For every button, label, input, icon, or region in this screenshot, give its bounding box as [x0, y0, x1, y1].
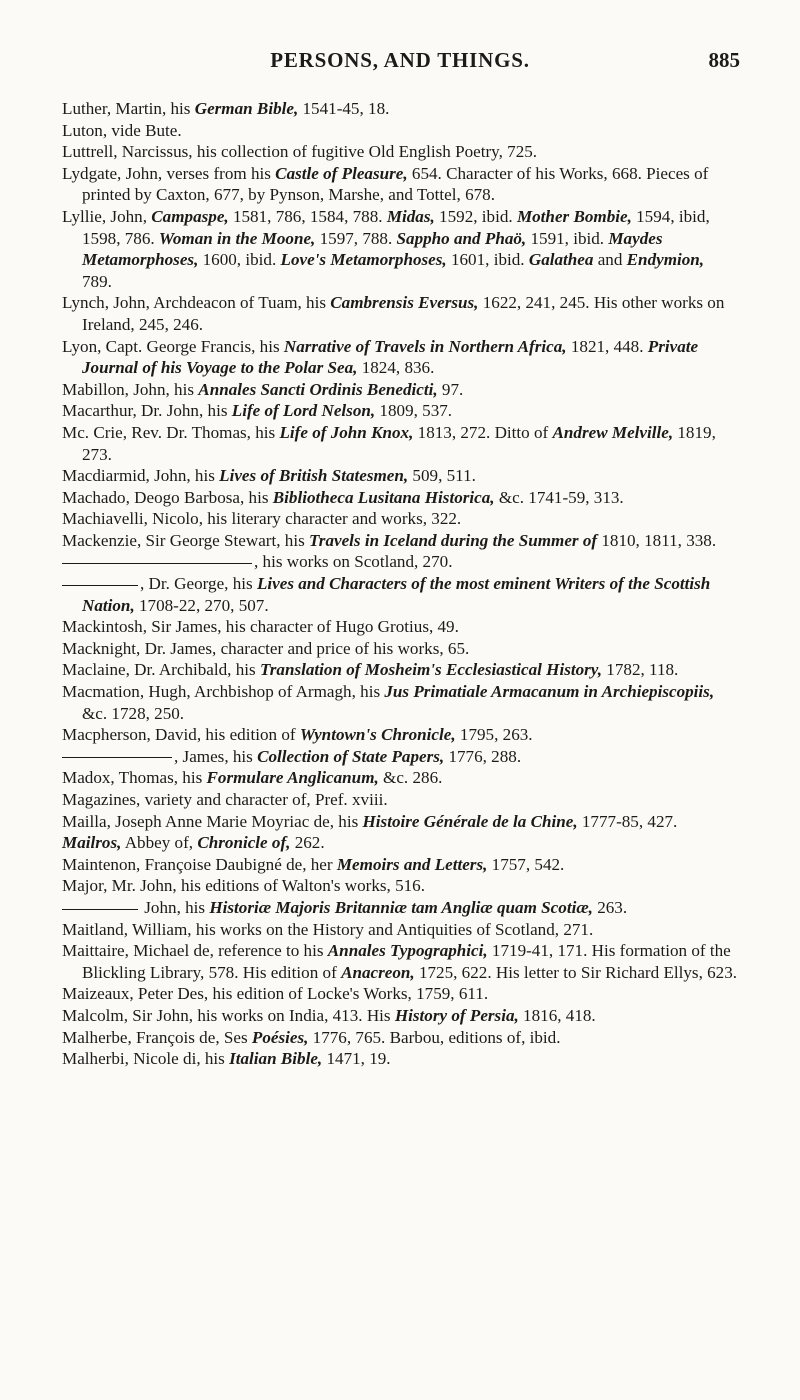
index-entry [62, 875, 738, 897]
entry-title-text: Love's Metamorphoses, [280, 250, 447, 270]
entry-text: 1725, 622. His letter to Sir Richard Ellys, 623. [414, 962, 738, 982]
entry-text: 1810, 1811, 338. [597, 530, 717, 550]
entry-title-text: Formulare Anglicanum, [206, 768, 379, 788]
entry-text: 1592, ibid. [434, 206, 517, 226]
entry-text: Luttrell, Narcissus, his collection of fugitive Old English Poetry, 725. [62, 142, 538, 162]
entry-text: Maittaire, Michael de, reference to his [62, 941, 328, 961]
page-header [60, 44, 740, 80]
index-entry [62, 854, 738, 876]
entry-text: Malherbe, François de, Ses [62, 1027, 252, 1047]
entry-text: Maintenon, Françoise Daubigné de, her [62, 854, 337, 874]
entry-text: , Dr. George, his [140, 574, 257, 594]
entry-text: John, his [140, 897, 210, 917]
entry-title-text: Travels in Iceland during the Summer of [309, 530, 598, 550]
page-number: 885 [708, 48, 740, 72]
index-entry [62, 487, 738, 509]
entry-text: 1777-85, 427. [577, 811, 678, 831]
index-entry [62, 897, 738, 919]
ditto-dash [62, 909, 138, 910]
entry-title-text: Woman in the Moone, [158, 228, 316, 248]
entry-title-text: Historiæ Majoris Britanniæ tam Angliæ quam Scotiæ, [209, 897, 593, 917]
entry-text: Mc. Crie, Rev. Dr. Thomas, his [62, 422, 280, 442]
entry-title-text: Andrew Melville, [552, 422, 674, 442]
entry-text: , James, his [174, 746, 258, 766]
entry-text: Maitland, William, his works on the History and Antiquities of Scotland, 271. [62, 919, 594, 939]
entry-text: Maizeaux, Peter Des, his edition of Locke's Works, 1759, 611. [62, 984, 489, 1004]
index-entry [62, 98, 738, 120]
index-entry [62, 508, 738, 530]
entry-title-text: Maydes Metamorphoses, [82, 228, 663, 270]
entry-title-text: Collection of State Papers, [257, 746, 445, 766]
entry-text: 1594, ibid, 1598, 786. [82, 206, 710, 248]
entry-text: 1597, 788. [315, 228, 397, 248]
entry-text: 789. [82, 271, 112, 291]
entry-text: &c. 1741-59, 313. [494, 487, 624, 507]
entry-text: 1708-22, 270, 507. [134, 595, 269, 615]
index-entry [62, 141, 738, 163]
index-entry [62, 919, 738, 941]
entry-text: Magazines, variety and character of, Pref. xviii. [62, 790, 388, 809]
entry-text: 1824, 836. [357, 358, 435, 378]
index-entry [62, 120, 738, 142]
ditto-dash [62, 563, 252, 564]
ditto-dash [62, 757, 172, 758]
entry-text: Mackenzie, Sir George Stewart, his [62, 530, 309, 550]
entry-text: Lydgate, John, verses from his [62, 163, 276, 183]
entry-text: Machiavelli, Nicolo, his literary character and works, 322. [62, 509, 462, 529]
index-entry [62, 400, 738, 422]
index-entry [62, 832, 738, 854]
entry-text: 1471, 19. [322, 1049, 391, 1069]
entry-title-text: Bibliotheca Lusitana Historica, [272, 487, 495, 507]
entry-title-text: Translation of Mosheim's Ecclesiastical History, [259, 660, 603, 680]
index-entry [62, 465, 738, 487]
entry-text: 1600, ibid. [198, 250, 281, 270]
index-entry [62, 206, 738, 292]
entry-title-text: German Bible, [194, 99, 299, 118]
index-entry [62, 724, 738, 746]
entry-title-text: Endymion, [626, 250, 705, 270]
entry-text: &c. 1728, 250. [82, 703, 185, 723]
entry-title-text: Sappho and Phaö, [396, 228, 527, 248]
index-entry [62, 983, 738, 1005]
entry-text: Luton, vide Bute. [62, 120, 182, 140]
entry-text: Macdiarmid, John, his [62, 466, 220, 486]
entry-title-text: Chronicle of, [197, 833, 291, 853]
entry-title-text: Mother Bombie, [516, 206, 632, 226]
entry-text: Macknight, Dr. James, character and price of his works, 65. [62, 638, 470, 658]
entry-title-text: Annales Sancti Ordinis Benedicti, [198, 379, 438, 399]
entry-text: 1809, 537. [375, 401, 453, 421]
entry-title-text: Midas, [386, 206, 435, 226]
entry-text: Mailla, Joseph Anne Marie Moyriac de, his [62, 811, 363, 831]
entry-text: 1776, 765. Barbou, editions of, ibid. [308, 1027, 561, 1047]
entry-text: 263. [592, 897, 628, 917]
index-entry [62, 681, 738, 724]
entry-text: 1757, 542. [487, 854, 565, 874]
entry-text: &c. 286. [378, 768, 443, 788]
index-entry [62, 767, 738, 789]
entry-text: 1776, 288. [444, 746, 522, 766]
entry-text: Macarthur, Dr. John, his [62, 401, 232, 421]
entry-text: Lyon, Capt. George Francis, his [62, 336, 284, 356]
entry-title-text: Campaspe, [151, 206, 229, 226]
entry-text: Mabillon, John, his [62, 379, 199, 399]
entry-title-text: Wyntown's Chronicle, [299, 725, 456, 745]
entry-text: Macmation, Hugh, Archbishop of Armagh, his [62, 682, 385, 702]
index-entry [62, 1027, 738, 1049]
index-entry [62, 789, 738, 811]
entry-title-text: Life of John Knox, [279, 422, 414, 442]
entry-text: Maclaine, Dr. Archibald, his [62, 660, 260, 680]
entry-title-text: Castle of Pleasure, [275, 163, 408, 183]
index-entry [62, 616, 738, 638]
entry-text: Major, Mr. John, his editions of Walton's works, 516. [62, 876, 425, 896]
entry-text: Abbey of, [121, 833, 198, 853]
entry-title-text: Lives and Characters of the most eminent Writers of the Scottish Nation, [82, 574, 711, 615]
index-entries [62, 98, 738, 1070]
entry-title-text: History of Persia, [394, 1005, 519, 1025]
entry-text: 1813, 272. Ditto of [413, 422, 553, 442]
entry-text: 1795, 263. [455, 725, 533, 745]
entry-text: 1816, 418. [518, 1005, 596, 1025]
entry-title-text: Anacreon, [341, 962, 415, 982]
entry-text: 1591, ibid. [526, 228, 609, 248]
entry-text: Malcolm, Sir John, his works on India, 413. His [62, 1005, 395, 1025]
index-entry [62, 940, 738, 983]
entry-title-text: Life of Lord Nelson, [231, 401, 376, 421]
ditto-dash [62, 585, 138, 586]
running-head: PERSONS, AND THINGS. [270, 48, 530, 72]
entry-text: 1819, 273. [82, 422, 716, 464]
entry-text: 262. [290, 833, 325, 853]
entry-title-text: Poésies, [251, 1027, 309, 1047]
entry-text: Madox, Thomas, his [62, 768, 207, 788]
entry-title-text: Memoirs and Letters, [336, 854, 488, 874]
entry-title-text: Private Journal of his Voyage to the Polar Sea, [82, 336, 699, 378]
entry-text: Malherbi, Nicole di, his [62, 1049, 230, 1069]
index-entry [62, 573, 738, 616]
entry-text: and [593, 250, 627, 270]
entry-text: 1821, 448. [566, 336, 648, 356]
entry-text: 654. Character of his Works, 668. Pieces of printed by Caxton, 677, by Pynson, Marshe, and Tottel, 678. [82, 163, 709, 205]
index-entry [62, 422, 738, 465]
entry-text: 1581, 786, 1584, 788. [228, 206, 387, 226]
index-entry [62, 530, 738, 552]
entry-text: Macpherson, David, his edition of [62, 725, 300, 745]
entry-title-text: Narrative of Travels in Northern Africa, [283, 336, 567, 356]
index-entry [62, 659, 738, 681]
entry-text: 1622, 241, 245. His other works on Ireland, 245, 246. [82, 293, 725, 334]
entry-text: Lyllie, John, [62, 206, 152, 226]
entry-title-text: Italian Bible, [229, 1049, 323, 1069]
entry-text: 1719-41, 171. His formation of the Blickling Library, 578. His edition of [82, 941, 731, 982]
entry-title-text: Jus Primatiale Armacanum in Archiepiscopiis, [384, 682, 715, 702]
entry-text: 1541-45, 18. [298, 99, 390, 118]
entry-title-text: Galathea [528, 250, 594, 270]
entry-title-text: Cambrensis Eversus, [330, 293, 479, 313]
entry-title-text: Annales Typographici, [327, 941, 488, 961]
index-entry [62, 1005, 738, 1027]
index-entry [62, 638, 738, 660]
entry-text: 1782, 118. [602, 660, 679, 680]
entry-text: Lynch, John, Archdeacon of Tuam, his [62, 293, 331, 313]
index-entry [62, 1048, 738, 1070]
index-entry [62, 336, 738, 379]
index-entry [62, 379, 738, 401]
index-entry [62, 163, 738, 206]
entry-title-text: Lives of British Statesmen, [219, 466, 409, 486]
entry-text: , his works on Scotland, 270. [254, 552, 453, 572]
entry-text: Luther, Martin, his [62, 99, 195, 118]
entry-text: Mackintosh, Sir James, his character of Hugo Grotius, 49. [62, 617, 459, 637]
entry-text: 509, 511. [408, 466, 476, 486]
entry-title-text: Histoire Générale de la Chine, [362, 811, 578, 831]
entry-text: 1601, ibid. [446, 250, 529, 270]
entry-text: 97. [437, 379, 464, 399]
entry-title-text: Mailros, [62, 833, 122, 853]
index-entry [62, 551, 738, 573]
index-entry [62, 292, 738, 335]
index-entry [62, 746, 738, 768]
entry-text: Machado, Deogo Barbosa, his [62, 487, 273, 507]
index-entry [62, 811, 738, 833]
